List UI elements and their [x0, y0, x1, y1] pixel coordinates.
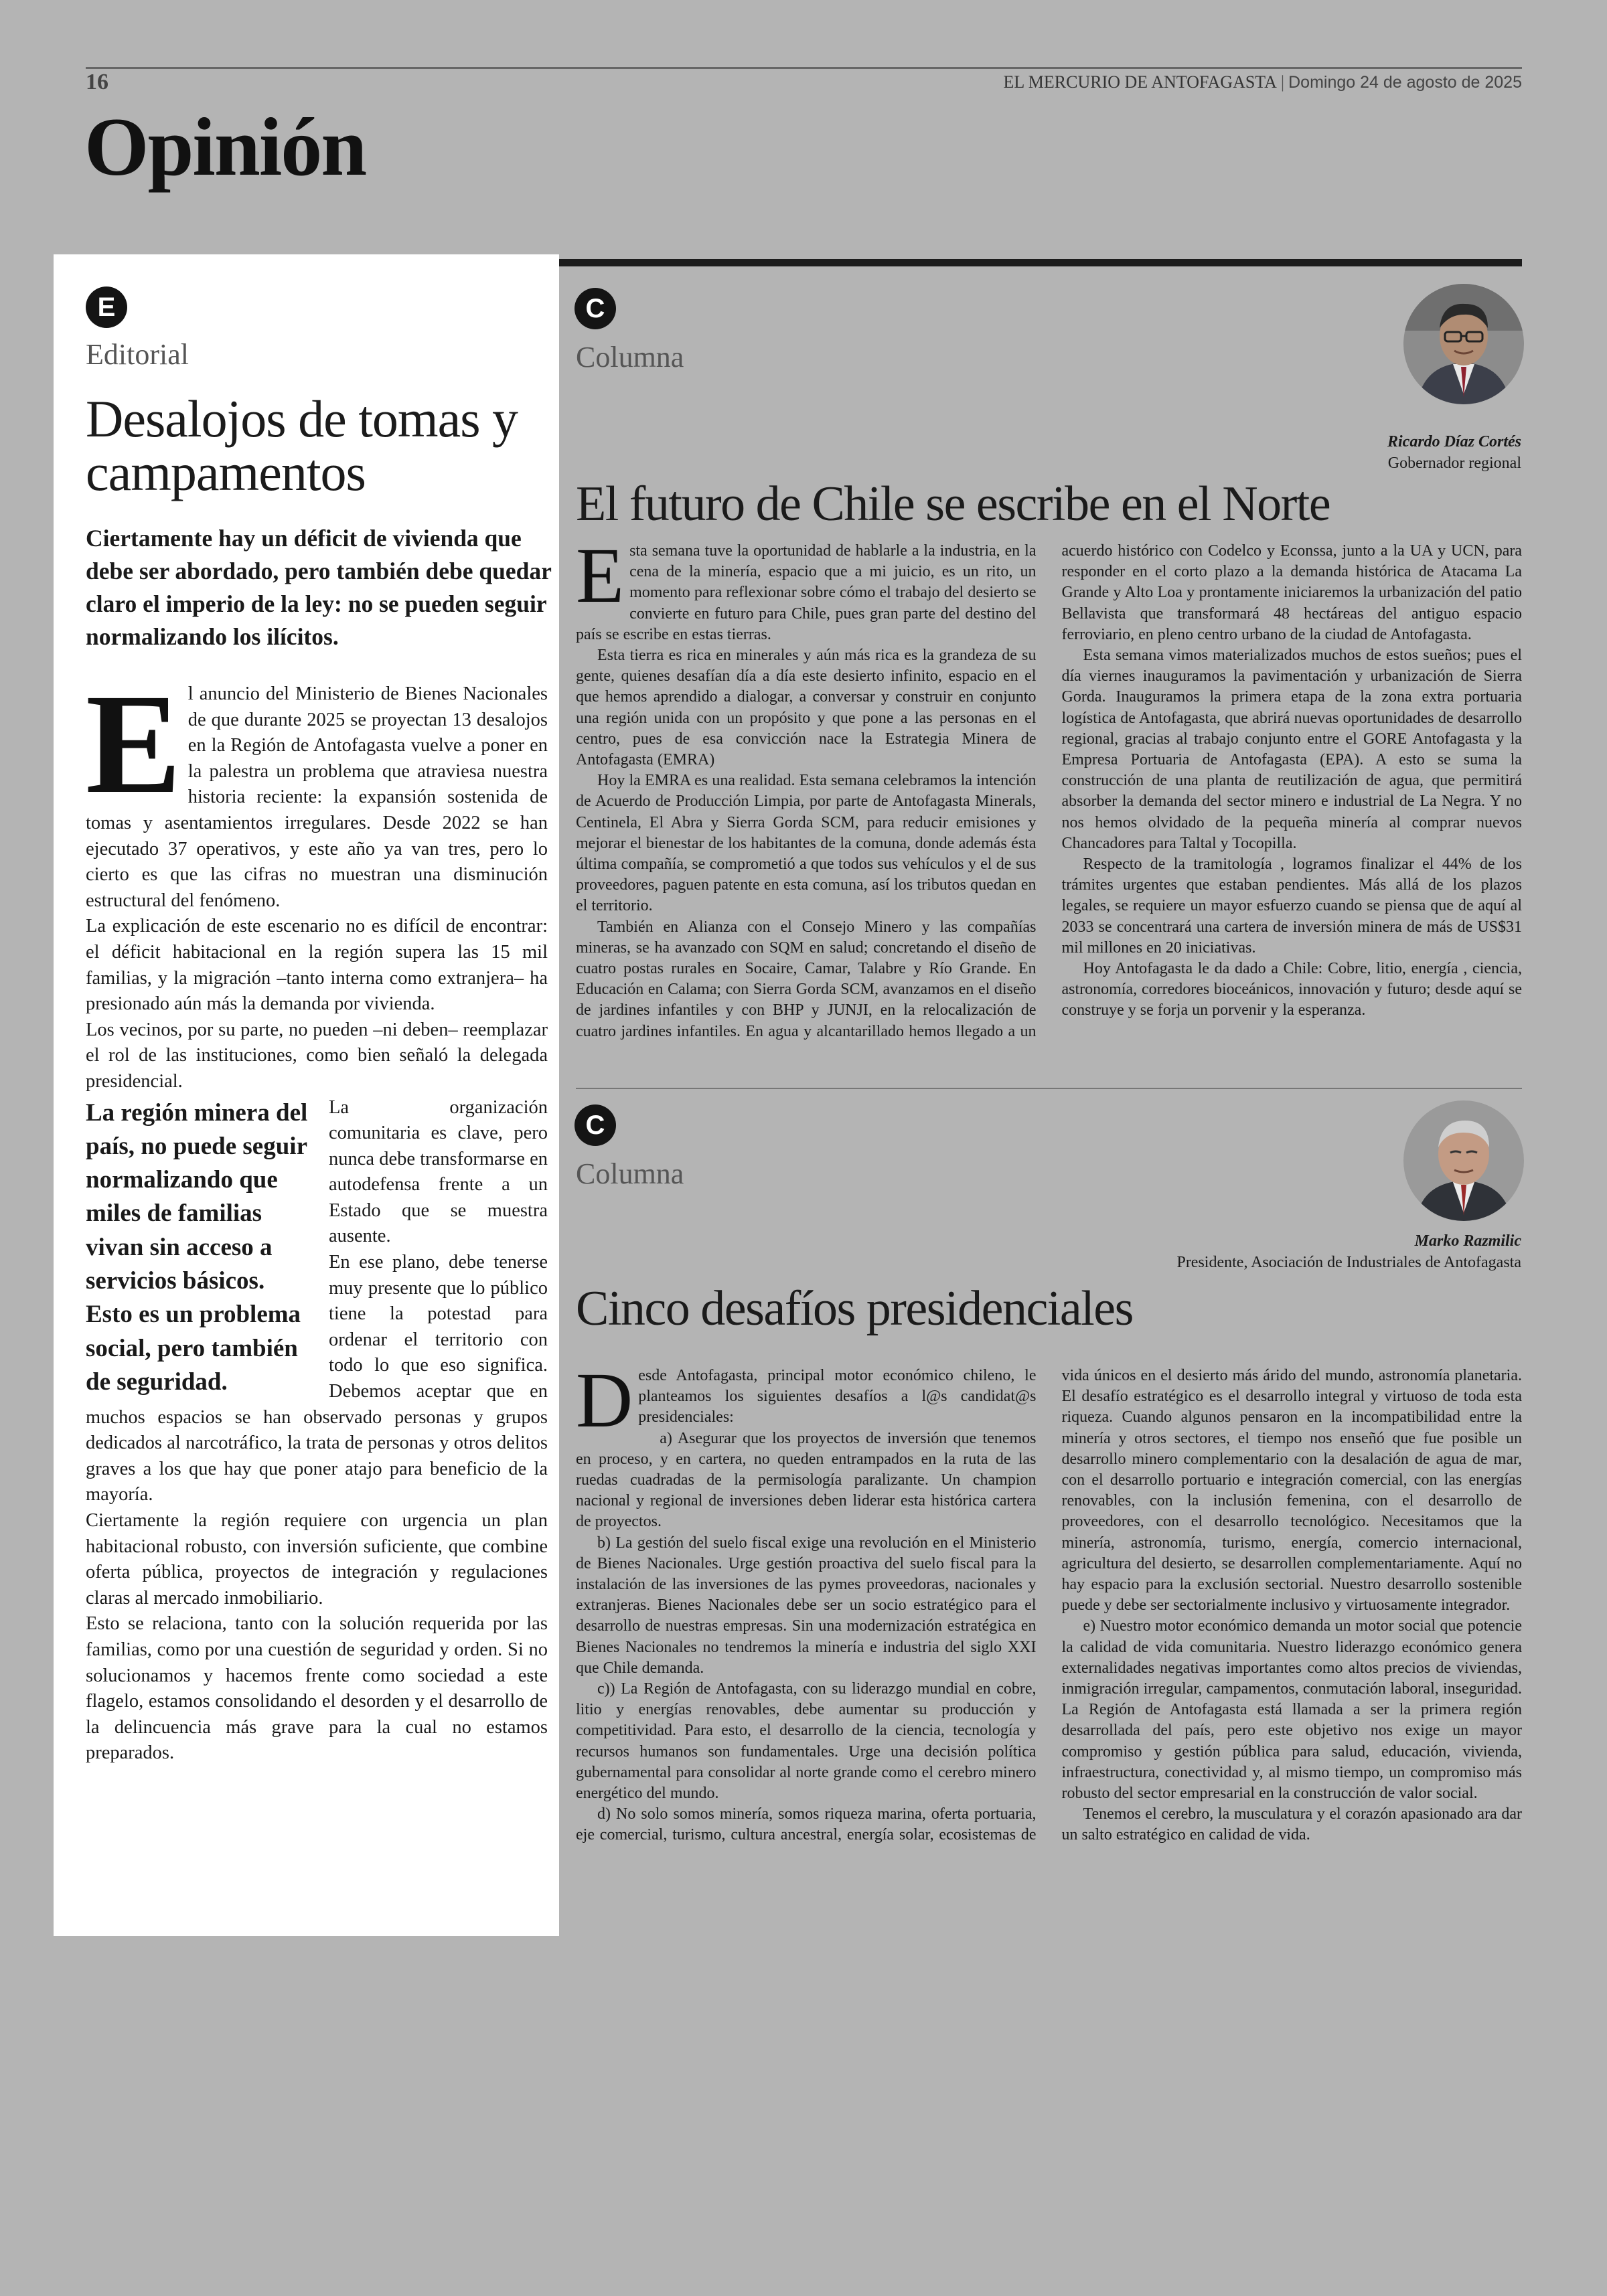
editorial-badge: E: [86, 286, 127, 328]
masthead: [1003, 72, 1522, 92]
column-kicker: Columna: [576, 341, 684, 374]
column-paragraph: d) No solo somos minería, somos riqueza marina, oferta portuaria, eje comercial, turismo, cultura ancestral, energía solar, ecosistemas de vida únicos en el desierto más árido del mundo, astronomía planetaria. El desafío estratégico es el desarrollo integral y virtuoso de toda esta riqueza. Cuando algunos pensaron en la incompatibilidad entre la minería y otros sectores, el tiempo nos enseñó que fue posible un desarrollo minero complementario con la desalación de agua de mar, con el desarrollo portuario e integración comercial, con las energías renovables, con la inclusión femenina, con el desarrollo de proveedores, con el desarrollo tecnológico. Necesitamos que la minería, astronomía, turismo, energía, comercio internacional, agricultura del desierto, se desarrollen complementariamente. Aquí no hay espacio para la exclusión sectorial. Nuestro desarrollo sostenible puede y debe ser sectorialmente inclusivo y virtuosamente integrador.: [576, 1367, 1522, 1844]
editorial-paragraph: Ciertamente la región requiere con urgencia un plan habitacional robusto, con inversión suficiente, que combine oferta pública, proyectos de integración y regulaciones claras al mercado inmobiliario.: [86, 1510, 548, 1609]
editorial-dropcap: E: [86, 665, 181, 823]
column-badge: C: [575, 1104, 616, 1146]
author-byline: [1176, 1230, 1521, 1273]
column-paragraph: Tenemos el cerebro, la musculatura y el corazón apasionado ara dar un salto estratégico en calidad de vida.: [1061, 1805, 1522, 1844]
editorial-paragraph: Los vecinos, por su parte, no pueden –ni deben– reemplazar el rol de las instituciones, como bien señaló la delegada presidencial.: [86, 1019, 548, 1092]
column-dropcap: E: [576, 531, 625, 619]
column-kicker: Columna: [576, 1157, 684, 1190]
column-dropcap: D: [576, 1356, 633, 1444]
column-paragraph: a) Asegurar que los proyectos de inversión que tenemos en proceso, y en cartera, no queden entrampados en la ruta de las ruedas cuadradas de la permisología paralizante. Un champion nacional y regional de inversiones deben liderar esta histórica cartera de proyectos.: [576, 1429, 1037, 1531]
column-body: [576, 531, 1522, 1083]
column-badge: C: [575, 288, 616, 329]
column-title: El futuro de Chile se escribe en el Norte: [576, 477, 1330, 531]
editorial-title: Desalojos de tomas y campamentos: [86, 390, 518, 501]
editorial-paragraph: En ese plano, debe tenerse muy presente que lo público tiene la potestad para ordenar el territorio con todo lo que eso significa. Debemos aceptar que en muchos espacios se han observado personas y grupos dedicados al narcotráfico, la trata de personas y otros delitos graves a los que hay que poner atajo para beneficio de la mayoría.: [86, 1252, 548, 1505]
column-paragraph: Hoy la EMRA es una realidad. Esta semana celebramos la intención de Acuerdo de Producción Limpia, por parte de Antofagasta Minerals, Centinela, El Abra y Sierra Gorda SCM, para reducir emisiones y mejorar el bienestar de los habitantes de la comuna, donde además ésta última compañía, se comprometió a que todos sus vehículos y el de sus proveedores, paguen patente en esta comuna, así los tributos quedan en el territorio.: [576, 772, 1037, 915]
column-paragraph: Respecto de la tramitología , logramos finalizar el 44% de los trámites urgentes que estaban pendientes. Más allá de los plazos legales, se requiere un mayor esfuerzo cuando se piensa que de aquí al 2033 se concentrará una cartera de inversión minera de más de US$31 mil millones en 20 iniciativas.: [1061, 855, 1522, 957]
editorial-paragraph: La organización comunitaria es clave, pero nunca debe transformarse en autodefensa frente a un Estado que se muestra ausente.: [329, 1096, 548, 1247]
author-role: Gobernador regional: [1387, 455, 1521, 472]
column-paragraph: b) La gestión del suelo fiscal exige una revolución en el Ministerio de Bienes Nacionales. Urge gestión proactiva del suelo fiscal para la instalación de las inversiones de las pymes proveedoras, nacionales y extranjeras. Bienes Nacionales debe ser un socio estratégico para el desarrollo de nuestras empresas. Sin una modernización estratégica en Bienes Nacionales no tendremos la minería e industria del siglo XXI que Chile demanda.: [576, 1534, 1037, 1677]
editorial-lead: Ciertamente hay un déficit de vivienda que debe ser abordado, pero también debe quedar claro el imperio de la ley: no se pueden seguir normalizando los ilícitos.: [86, 525, 552, 650]
column-body: [576, 1356, 1522, 1908]
author-photo-image: [1403, 284, 1524, 404]
section-title: Opinión: [84, 101, 366, 193]
editorial-paragraph: El anuncio del Ministerio de Bienes Nacionales de que durante 2025 se proyectan 13 desalojos en la Región de Antofagasta vuelve a poner en la palestra un problema que atraviesa nuestra historia reciente: la expansión sostenida de tomas y asentamientos irregulares. Desde 2022 se han ejecutado 37 operativos, y este año ya van tres, pero lo cierto es que las cifras no muestran una disminución estructural del fenómeno.: [86, 665, 548, 911]
column-paragraph: Esta tierra es rica en minerales y aún más rica es la grandeza de su gente, quienes desafían día a día este desierto infinito, espacio en el que hemos aprendido a dialogar, a conversar y construir en conjunto una región unida con un propósito y que pone a las personas en el centro, pues de esa convicción nace la Estrategia Minera de Antofagasta (EMRA): [576, 647, 1037, 769]
column-paragraph: Hoy Antofagasta le da dado a Chile: Cobre, litio, energía , ciencia, astronomía, corredores bioceánicos, innovación y futuro; desde aquí se construye y se forja un porvenir y la esperanza.: [1061, 960, 1522, 1019]
column-paragraph: Esta semana vimos materializados muchos de estos sueños; pues el día viernes inauguramos la pavimentación y urbanización de Sierra Gorda. Inauguramos la primera etapa de la zona extra portuaria logística de Antofagasta, que abrirá nuevas oportunidades de desarrollo regional, gracias al trabajo conjunto entre el GORE Antofagasta y la Empresa Portuaria de Antofagasta (EPA). A esto se suma la construcción de una planta de reutilización de agua, que permitirá absorber la demanda del sector minero e industrial de La Negra. Y no nos hemos olvidado de la pequeña minería al comprar nuevos Chancadores para Taltal y Tocopilla.: [1061, 647, 1522, 852]
column-paragraph: También en Alianza con el Consejo Minero y las compañías mineras, se ha avanzado con SQM en salud; concretando el diseño de cuatro postas rurales en Socaire, Camar, Talabre y Río Grande. En Educación en Calama; con Sierra Gorda SCM, avanzamos en el diseño de jardines infantiles y con BHP y JUNJI, en la relocalización de cuatro jardines infantiles. En agua y alcantarillado hemos llegado a un acuerdo histórico con Codelco y Econssa, junto a la UA y UCN, para responder en el corto plazo a la demanda histórica de Atacama La Grande y Alto Loa y prontamente iniciaremos la urbanización del patio Bellavista que transformará 48 hectáreas del antiguo espacio ferroviario, en pleno centro urbano de la ciudad de Antofagasta.: [576, 542, 1522, 1040]
editorial-paragraph: Esto se relaciona, tanto con la solución requerida por las familias, como por una cuestión de seguridad y orden. Si no solucionamos y hacemos frente como sociedad a este flagelo, estamos consolidando el desorden y el desarrollo de la delincuencia más grave para la cual no estamos preparados.: [86, 1613, 548, 1764]
author-photo: [1403, 284, 1524, 404]
author-photo: [1403, 1100, 1524, 1221]
author-name: Marko Razmilic: [1414, 1232, 1521, 1250]
editorial-body: [86, 665, 548, 1767]
editorial-pullquote: La región minera del país, no puede seguir normalizando que miles de familias vivan sin acceso a servicios básicos. Esto es un problema social, pero también de seguridad.: [86, 1098, 308, 1396]
newspaper-name: EL MERCURIO DE ANTOFAGASTA: [1003, 72, 1277, 92]
column-paragraph: c)) La Región de Antofagasta, con su liderazgo mundial en cobre, litio y energías renovables, debe aumentar su producción y competitividad. Para esto, el desarrollo de la ciencia, tecnología y recursos humanos son fundamentales. Urge una decisión política gubernamental para consolidar al norte grande como el cerebro minero energético del mundo.: [576, 1680, 1037, 1803]
column-title: Cinco desafíos presidenciales: [576, 1281, 1133, 1336]
author-byline: [1387, 431, 1521, 474]
author-name: Ricardo Díaz Cortés: [1387, 433, 1521, 450]
masthead-separator: |: [1280, 72, 1285, 92]
column-paragraph: e) Nuestro motor económico demanda un motor social que potencie la calidad de vida comunitaria. Nuestro liderazgo económico genera externalidades negativas importantes como altos precios de viviendas, inmigración irregular, campamentos, conmutación laboral, inseguridad. La Región de Antofagasta está llamada a ser la primera región desarrollada del país, pero este objetivo nos exige un mayor compromiso y gestión pública para salud, educación, vivienda, infraestructura, conectividad y, al mismo tiempo, un compromiso más robusto del sector empresarial en la construcción de valor social.: [1061, 1617, 1522, 1803]
header-rule: [86, 67, 1522, 69]
column-paragraph: Desde Antofagasta, principal motor económico chileno, le planteamos los siguientes desafíos a l@s candidat@s presidenciales:: [576, 1356, 1037, 1444]
author-photo-image: [1403, 1100, 1524, 1221]
column-paragraph: Esta semana tuve la oportunidad de hablarle a la industria, en la cena de la minería, espacio que a mi juicio, es un rito, un momento para reflexionar sobre cómo el trabajo del desierto se convierte en futuro para Chile, pues gran parte del destino del país se escribe en estas tierras.: [576, 531, 1037, 643]
author-role: Presidente, Asociación de Industriales de Antofagasta: [1176, 1254, 1521, 1271]
issue-date: Domingo 24 de agosto de 2025: [1288, 73, 1522, 92]
column-divider: [576, 1088, 1522, 1089]
editorial-kicker: Editorial: [86, 338, 189, 371]
page-number: 16: [86, 70, 108, 94]
editorial-paragraph: La explicación de este escenario no es difícil de encontrar: el déficit habitacional en la región supera las 15 mil familias, y la migración –tanto interna como extranjera– ha presionado aún más la demanda por vivienda.: [86, 916, 548, 1015]
